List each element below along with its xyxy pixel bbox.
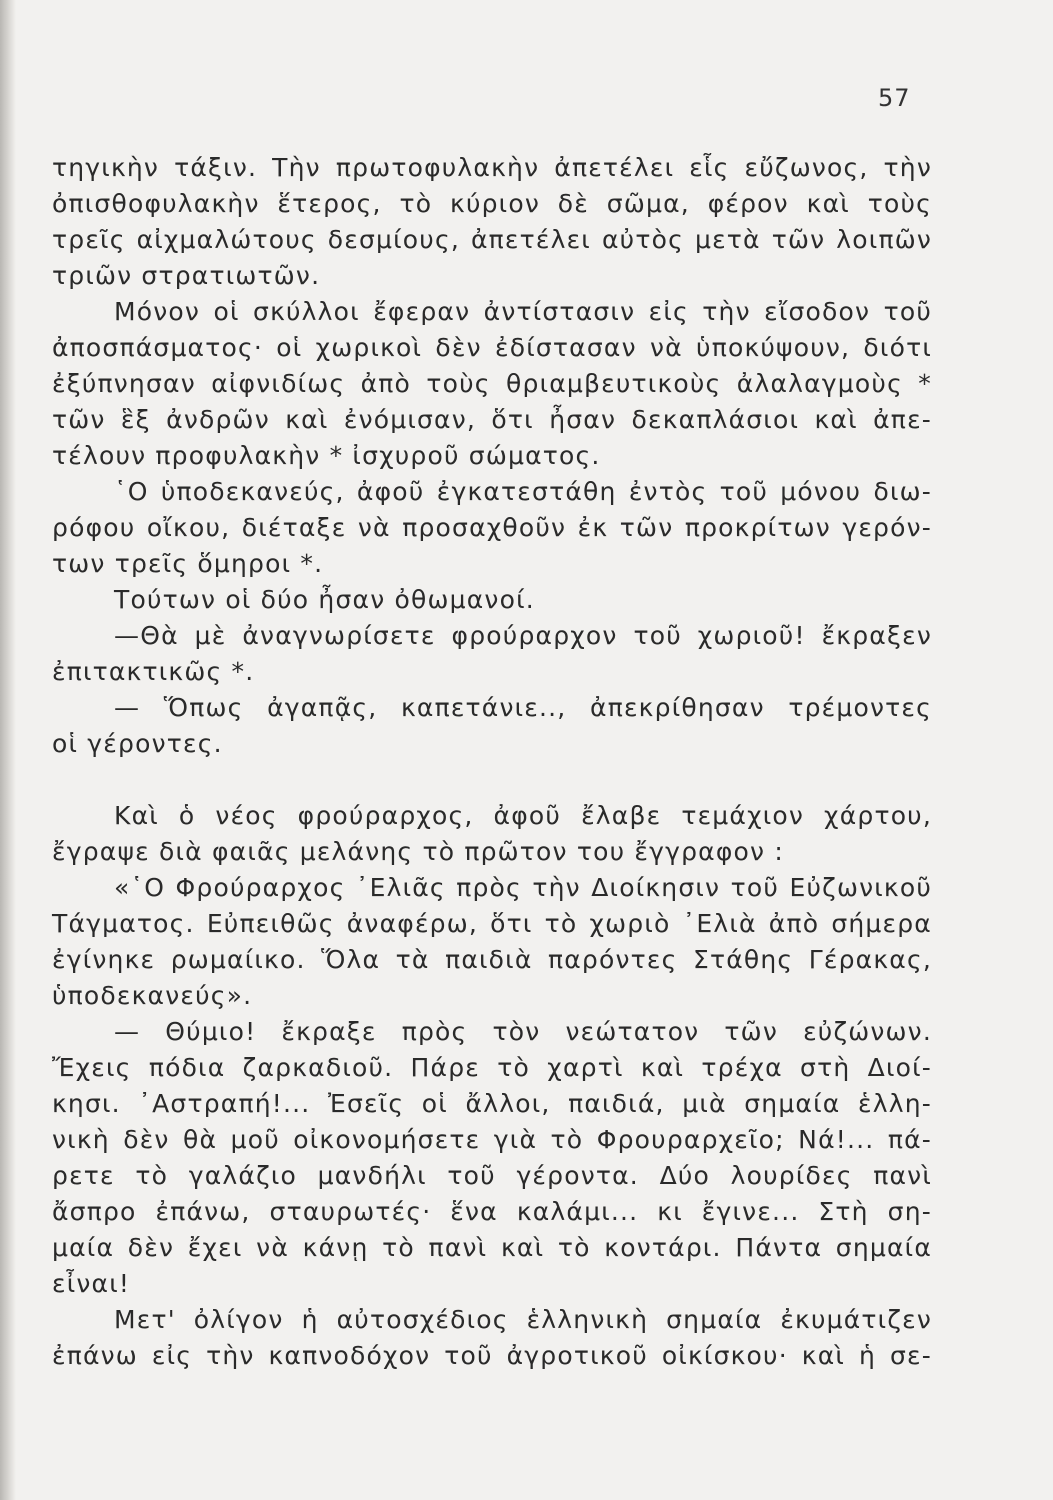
text-line: Τάγματος. Εὐπειθῶς ἀναφέρω, ὅτι τὸ χωριὸ ᾿Ελιὰ ἀπὸ σήμερα — [52, 909, 932, 938]
text-line: Ἔχεις πόδια ζαρκαδιοῦ. Πάρε τὸ χαρτὶ καὶ τρέχα στὴ Διοί- — [52, 1053, 932, 1082]
book-spine-shadow — [0, 0, 16, 1500]
page-number: 57 — [878, 84, 911, 112]
text-line: ἐξύπνησαν αἰφνιδίως ἀπὸ τοὺς θριαμβευτικοὺς ἀλαλαγμοὺς * — [52, 369, 932, 398]
text-line: Μετ' ὀλίγον ἡ αὐτοσχέδιος ἑλληνικὴ σημαία ἐκυμάτιζεν — [114, 1305, 932, 1334]
text-line: «῾Ο Φρούραρχος ᾿Ελιᾶς πρὸς τὴν Διοίκησιν τοῦ Εὐζωνικοῦ — [114, 873, 932, 902]
text-line: ρόφου οἴκου, διέταξε νὰ προσαχθοῦν ἐκ τῶν προκρίτων γερόν- — [52, 513, 932, 542]
text-line: οἱ γέροντες. — [52, 729, 223, 758]
text-line: των τρεῖς ὅμηροι *. — [52, 549, 324, 578]
text-line: ἐγίνηκε ρωμαίικο. Ὅλα τὰ παιδιὰ παρόντες Στάθης Γέρακας, — [52, 945, 932, 974]
text-line: τριῶν στρατιωτῶν. — [52, 261, 321, 290]
text-line: —Θὰ μὲ ἀναγνωρίσετε φρούραρχον τοῦ χωριοῦ! ἔκραξεν — [114, 621, 932, 650]
text-line: τηγικὴν τάξιν. Τὴν πρωτοφυλακὴν ἀπετέλει εἷς εὔζωνος, τὴν — [52, 153, 932, 182]
text-line: Μόνον οἱ σκύλλοι ἔφεραν ἀντίστασιν εἰς τὴν εἴσοδον τοῦ — [114, 297, 932, 326]
text-line: ῾Ο ὑποδεκανεύς, ἀφοῦ ἐγκατεστάθη ἐντὸς τοῦ μόνου διω- — [114, 477, 932, 506]
text-line: ἄσπρο ἐπάνω, σταυρωτές· ἕνα καλάμι... κι ἔγινε... Στὴ ση- — [52, 1197, 932, 1226]
text-line: ρετε τὸ γαλάζιο μανδήλι τοῦ γέροντα. Δύο λουρίδες πανὶ — [52, 1161, 932, 1190]
text-line: ἔγραψε διὰ φαιᾶς μελάνης τὸ πρῶτον του ἔγγραφον : — [52, 837, 784, 866]
text-line: κησι. ᾿Αστραπή!... Ἐσεῖς οἱ ἄλλοι, παιδιά, μιὰ σημαία ἑλλη- — [52, 1089, 932, 1118]
text-line: ἀποσπάσματος· οἱ χωρικοὶ δὲν ἐδίστασαν νὰ ὑποκύψουν, διότι — [52, 333, 932, 362]
text-line: ὑποδεκανεύς». — [52, 981, 253, 1010]
body-text — [52, 150, 932, 1374]
text-line: Καὶ ὁ νέος φρούραρχος, ἀφοῦ ἔλαβε τεμάχιον χάρτου, — [114, 801, 932, 830]
text-line: — Ὅπως ἀγαπᾷς, καπετάνιε.., ἀπεκρίθησαν τρέμοντες — [114, 693, 932, 722]
text-line: ἐπάνω εἰς τὴν καπνοδόχον τοῦ ἀγροτικοῦ οἰκίσκου· καὶ ἡ σε- — [52, 1341, 932, 1370]
text-line: μαία δὲν ἔχει νὰ κάνῃ τὸ πανὶ καὶ τὸ κοντάρι. Πάντα σημαία — [52, 1233, 932, 1262]
text-line: — Θύμιο! ἔκραξε πρὸς τὸν νεώτατον τῶν εὐζώνων. — [114, 1017, 932, 1046]
paragraph-gap — [52, 762, 932, 798]
text-line: εἶναι! — [52, 1269, 131, 1298]
text-line: τρεῖς αἰχμαλώτους δεσμίους, ἀπετέλει αὐτὸς μετὰ τῶν λοιπῶν — [52, 225, 932, 254]
text-line: τέλουν προφυλακὴν * ἰσχυροῦ σώματος. — [52, 441, 601, 470]
text-line: Τούτων οἱ δύο ἦσαν ὀθωμανοί. — [114, 585, 535, 614]
text-line: νικὴ δὲν θὰ μοῦ οἰκονομήσετε γιὰ τὸ Φρουραρχεῖο; Νά!... πά- — [52, 1125, 932, 1154]
text-line: ἐπιτακτικῶς *. — [52, 657, 255, 686]
text-line: ὀπισθοφυλακὴν ἕτερος, τὸ κύριον δὲ σῶμα, φέρον καὶ τοὺς — [52, 189, 932, 218]
text-line: τῶν ἓξ ἀνδρῶν καὶ ἐνόμισαν, ὅτι ἦσαν δεκαπλάσιοι καὶ ἀπε- — [52, 405, 932, 434]
